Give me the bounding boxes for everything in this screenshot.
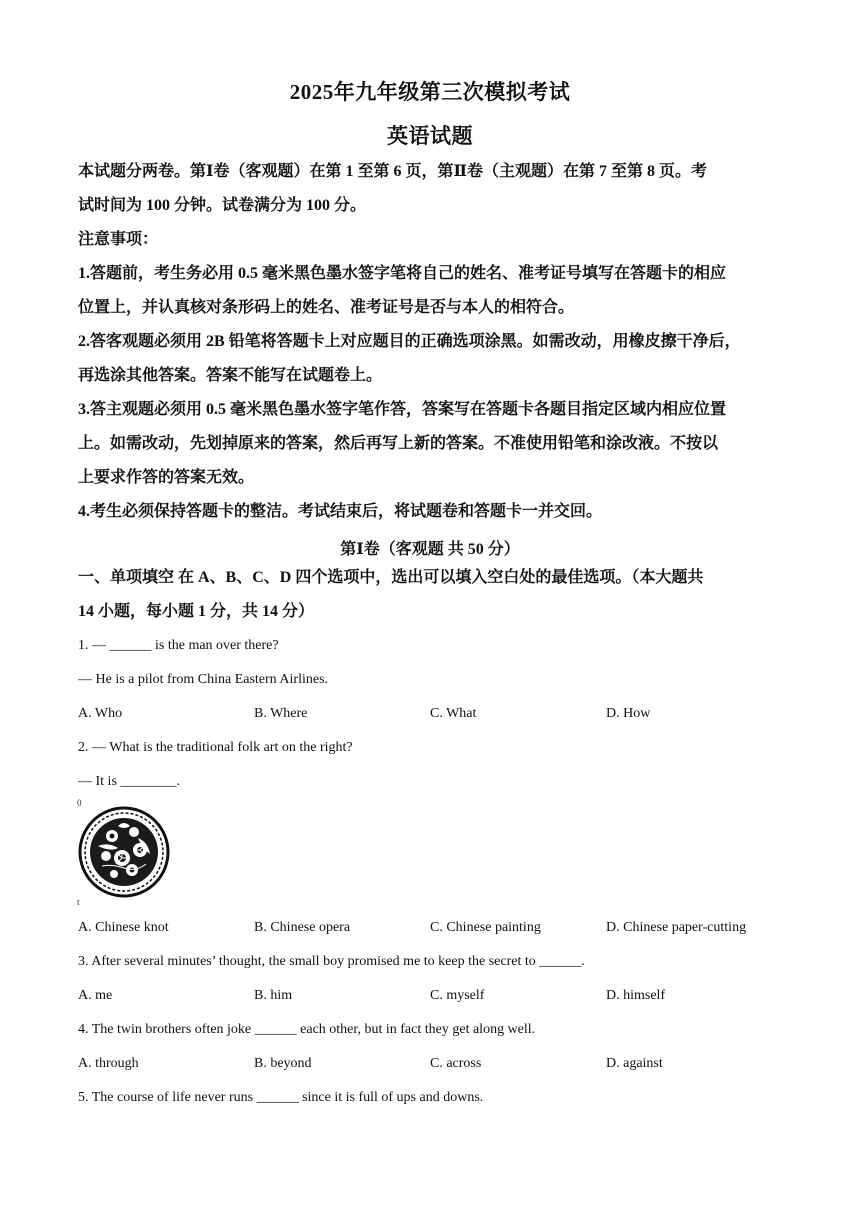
notice-item-2-line-1: 2.答客观题必须用 2B 铅笔将答题卡上对应题目的正确选项涂黑。如需改动，用橡皮擦干净后， xyxy=(78,333,741,350)
exam-subtitle: 英语试题 xyxy=(387,124,473,148)
scan-mark-bottom: t xyxy=(77,897,80,907)
exam-title: 2025年九年级第三次模拟考试 xyxy=(289,80,571,104)
notice-item-1-line-1: 1.答题前，考生务必用 0.5 毫米黑色墨水签字笔将自己的姓名、准考证号填写在答题卡的相应 xyxy=(78,265,727,282)
q3-option-d: D. himself xyxy=(606,988,666,1003)
q4-prompt: 4. The twin brothers often joke ______ each other, but in fact they get along well. xyxy=(78,1022,536,1037)
intro-line-1: 本试题分两卷。第Ⅰ卷（客观题）在第 1 至第 6 页，第Ⅱ卷（主观题）在第 7 至第 8 页。考 xyxy=(78,163,707,180)
notice-item-3-line-2: 上。如需改动，先划掉原来的答案，然后再写上新的答案。不准使用铅笔和涂改液。不按以 xyxy=(78,435,719,452)
q5-prompt: 5. The course of life never runs ______ since it is full of ups and downs. xyxy=(78,1090,484,1105)
intro-paragraph xyxy=(78,155,784,529)
q1-option-a: A. Who xyxy=(78,706,123,721)
section-instructions xyxy=(78,561,778,629)
notice-item-3-line-3: 上要求作答的答案无效。 xyxy=(78,469,255,486)
q2-prompt: 2. — What is the traditional folk art on the right? xyxy=(78,740,353,755)
q4-option-b: B. beyond xyxy=(254,1056,312,1071)
q2-answer-line: — It is ________. xyxy=(78,774,180,789)
q2-option-d: D. Chinese paper-cutting xyxy=(606,920,747,935)
q3-option-b: B. him xyxy=(254,988,293,1003)
intro-line-2: 试时间为 100 分钟。试卷满分为 100 分。 xyxy=(78,197,367,214)
q1-option-b: B. Where xyxy=(254,706,308,721)
q3-option-c: C. myself xyxy=(430,988,485,1003)
q2-option-c: C. Chinese painting xyxy=(430,920,541,935)
q3-option-a: A. me xyxy=(78,988,113,1003)
notice-heading: 注意事项： xyxy=(78,231,159,248)
q2-option-a: A. Chinese knot xyxy=(78,920,169,935)
q4-option-c: C. across xyxy=(430,1056,482,1071)
q4-option-a: A. through xyxy=(78,1056,139,1071)
section-line-1: 一、单项填空 在 A、B、C、D 四个选项中，选出可以填入空白处的最佳选项。（本大题共 xyxy=(78,569,704,586)
q3-prompt: 3. After several minutes’ thought, the small boy promised me to keep the secret to ______. xyxy=(78,954,585,969)
part1-title: 第Ⅰ卷（客观题 共 50 分） xyxy=(340,541,520,558)
notice-item-2-line-2: 再选涂其他答案。答案不能写在试题卷上。 xyxy=(78,367,383,384)
q4-option-d: D. against xyxy=(606,1056,663,1071)
notice-item-1-line-2: 位置上，并认真核对条形码上的姓名、准考证号是否与本人的相符合。 xyxy=(78,299,575,316)
q2-option-b: B. Chinese opera xyxy=(254,920,351,935)
notice-item-4-line-1: 4.考生必须保持答题卡的整洁。考试结束后，将试题卷和答题卡一并交回。 xyxy=(78,503,603,520)
q1-option-c: C. What xyxy=(430,706,477,721)
q1-option-d: D. How xyxy=(606,706,651,721)
section-line-2: 14 小题，每小题 1 分，共 14 分） xyxy=(78,603,315,620)
paper-cutting-image xyxy=(78,806,170,898)
notice-item-3-line-1: 3.答主观题必须用 0.5 毫米黑色墨水签字笔作答，答案写在答题卡各题目指定区域内相应位置 xyxy=(78,401,727,418)
scan-mark-top: 0 xyxy=(77,798,82,808)
q1-answer-line: — He is a pilot from China Eastern Airlines. xyxy=(78,672,329,687)
q1-prompt: 1. — ______ is the man over there? xyxy=(78,638,279,653)
